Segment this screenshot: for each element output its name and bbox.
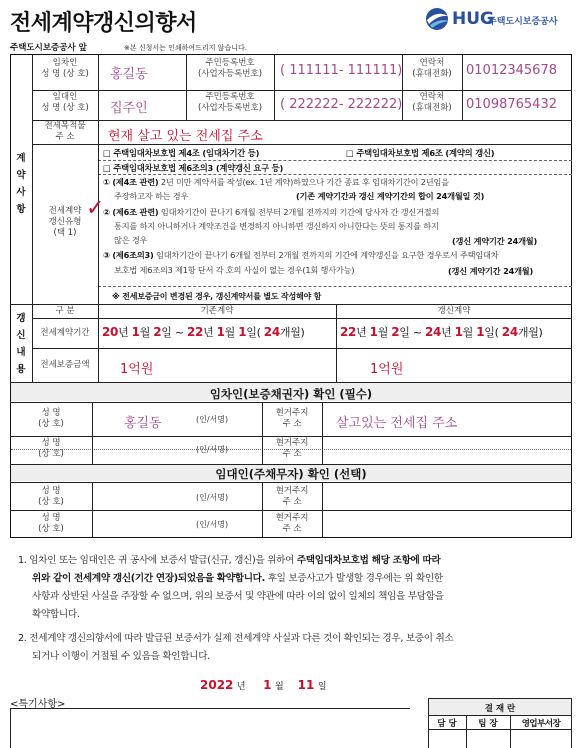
approval-head: 팀 장	[478, 719, 498, 729]
col-line	[98, 54, 99, 304]
tenant-name-label: 임차인 성 명 (상 호)	[41, 58, 89, 79]
tenant-sign: (인/서명)	[196, 415, 229, 424]
tenant-id: ( 111111- 111111)	[280, 63, 403, 78]
landlord-phone: 01098765432	[466, 97, 557, 112]
row-line	[98, 286, 572, 287]
approval-title: 결 재 란	[484, 704, 516, 714]
issue-date: 2022 년 1 월 11 일	[200, 678, 327, 692]
row-line	[10, 402, 572, 403]
deposit-label: 전세보증금액	[40, 360, 90, 370]
col-line	[322, 402, 323, 436]
landlord-confirm-address-label: 현거주지 주 소	[275, 486, 309, 507]
option3-line2-note: (갱신 계약기간 24개월)	[448, 266, 534, 276]
landlord-name: 집주인	[110, 101, 148, 116]
check-mark-icon: ✓	[86, 196, 105, 221]
option3-line1: ③ (제6조의3) 임대차기간이 끝나기 6개월 전부터 2개월 전까지의 기간에 계약갱신을 요구한 경우로서 주택임대차	[103, 250, 499, 260]
approval-staff: 담 당	[437, 719, 457, 729]
page-title: 전세계약갱신의향서	[10, 11, 197, 36]
row-line	[428, 729, 572, 730]
col-line	[262, 436, 263, 464]
row-line	[10, 510, 572, 511]
row-line	[98, 174, 572, 175]
tenant-confirm-header: 임차인(보증채권자) 확인 (필수)	[209, 387, 373, 401]
tenant-confirm-name: 홍길동	[124, 416, 162, 431]
tenant-name: 홍길동	[110, 67, 148, 82]
landlord-confirm-name-label-2: 성 명 (상 호)	[38, 513, 64, 534]
addressee-note: ※본 신청서는 인쇄하여드리지 않습니다.	[124, 44, 247, 52]
row-line	[32, 348, 572, 349]
col-line	[462, 54, 463, 120]
property-address: 현재 살고 있는 전세집 주소	[108, 129, 263, 144]
landlord-confirm-header: 임대인(주채무자) 확인 (선택)	[215, 467, 367, 481]
hug-logo-icon	[424, 6, 452, 32]
tenant-confirm-address-label-2: 현거주지 주 소	[275, 438, 309, 459]
col-line	[92, 482, 93, 538]
option2-line1: ② (제6조 관련) 임대차기간이 끝나기 6개월 전부터 2개월 전까지의 기간에 당사자 간 갱신거절의	[103, 207, 440, 217]
option2-line3: 않은 경우	[114, 235, 148, 245]
row-line	[98, 160, 572, 161]
renewal-period: 22년 1월 2일 ~ 24년 1월 1일( 24개월)	[340, 325, 543, 339]
address-label: 전세목적물 주 소	[44, 121, 86, 142]
option1-line2-note: (기존 계약기간과 갱신 계약기간의 합이 24개월일 것)	[296, 191, 485, 201]
landlord-sign-2: (인/서명)	[196, 520, 229, 529]
existing-deposit: 1억원	[120, 362, 154, 377]
col-line	[92, 436, 93, 464]
landlord-sign: (인/서명)	[196, 493, 229, 502]
tenant-id-label: 주민등록번호 (사업자등록번호)	[197, 58, 263, 79]
option3-line2: 보호법 제6조의3 제1항 단서 각 호의 사실이 없는 경우(1회 행사가능)	[114, 265, 355, 275]
tenant-confirm-address-label: 현거주지 주 소	[275, 408, 309, 429]
row-line	[32, 318, 572, 319]
option2-line2: 통지를 하지 아니하거나 계약조건을 변경하지 아니하면 갱신하지 아니한다는 뜻의 통지를 하지	[114, 221, 439, 231]
option1-line1: ① (제4조 관련) 2년 미만 계약서를 작성(ex. 1년 계약)하였으나 기간 종료 후 임대차기간이 2년임을	[103, 177, 449, 187]
section-line	[10, 304, 572, 305]
checkbox-article4[interactable]: □ 주택임대차보호법 제4조 (임대차기간 등)	[103, 148, 260, 158]
landlord-phone-label: 연락처 (휴대전화)	[412, 92, 452, 113]
hug-logo-subtitle: 주택도시보증공사	[488, 17, 558, 27]
row-line	[32, 120, 572, 121]
col-existing: 기존계약	[200, 306, 234, 316]
row-line	[32, 144, 572, 145]
special-notes-line	[10, 708, 410, 709]
statement-2: 2. 전세계약 갱신의향서에 따라 발급된 보증서가 실제 전세계약 사실과 다른 것이 확인되는 경우, 보증이 취소 되거나 이행이 거절될 수 있음을 확인합니다.	[18, 633, 454, 662]
col-renewal: 갱신계약	[437, 306, 471, 316]
col-kind: 구 분	[55, 306, 75, 316]
row-line	[428, 715, 572, 716]
landlord-confirm-name-label: 성 명 (상 호)	[38, 486, 64, 507]
tenant-phone: 01012345678	[466, 63, 557, 78]
col-line	[10, 708, 11, 748]
landlord-confirm-address-label-2: 현거주지 주 소	[275, 513, 309, 534]
section-label-renewal: 갱 신 내 용	[16, 313, 26, 375]
row-line	[10, 482, 572, 483]
col-line	[92, 402, 93, 436]
col-line	[322, 482, 323, 538]
landlord-id: ( 222222- 222222)	[280, 97, 403, 112]
existing-period: 20년 1월 2일 ~ 22년 1월 1일( 24개월)	[102, 325, 305, 339]
tenant-phone-label: 연락처 (휴대전화)	[412, 58, 452, 79]
landlord-name-label: 임대인 성 명 (상 호)	[41, 92, 89, 113]
section-label-contract: 계 약 사 항	[16, 153, 26, 215]
option1-line2: 주장하고자 하는 경우	[114, 191, 189, 201]
special-notes-label: <특기사항>	[10, 699, 66, 710]
landlord-id-label: 주민등록번호 (사업자등록번호)	[197, 92, 263, 113]
row-line	[10, 436, 572, 437]
addressee: 주택도시보증공사 앞	[10, 43, 87, 53]
tenant-confirm-name-label-2: 성 명 (상 호)	[38, 438, 64, 459]
renewal-type-label: 전세계약 갱신유형 (택 1)	[48, 206, 82, 238]
col-line	[322, 436, 323, 464]
tenant-confirm-name-label: 성 명 (상 호)	[38, 408, 64, 429]
statement-1: 1. 임차인 또는 임대인은 귀 공사에 보증서 발급(신규, 갱신)을 위하여 주택임대차보호법 해당 조항에 따라 위와 같이 전세계약 갱신(기간 연장)되었음을 확약합니다. 후일 보증사고가 발생할 경우에는 위 확인한 사항과 상반된 사실을 주장할 수 없으며, 위의 보증서 및 약관에 따라 이의 없이 일체의 책임을 부담함을 확약합니다.	[18, 555, 444, 620]
hug-logo-text: HUG	[452, 9, 494, 29]
tenant-sign-2: (인/서명)	[196, 445, 229, 454]
deposit-change-note: ※ 전세보증금이 변경된 경우, 갱신계약서를 별도 작성해야 함	[112, 292, 322, 301]
option2-line3-note: (갱신 계약기간 24개월)	[452, 236, 538, 246]
approval-manager: 영업부서장	[521, 719, 561, 729]
checkbox-article6[interactable]: □ 주택임대차보호법 제6조 (계약의 갱신)	[346, 148, 495, 158]
tenant-confirm-address: 살고있는 전세집 주소	[336, 416, 458, 431]
checkbox-article6-3[interactable]: □ 주택임대차보호법 제6조의3 (계약갱신 요구 등)	[103, 163, 284, 173]
period-label: 전세계약기간	[40, 328, 90, 338]
row-line	[32, 90, 572, 91]
renewal-deposit: 1억원	[370, 362, 404, 377]
col-line	[274, 54, 275, 120]
